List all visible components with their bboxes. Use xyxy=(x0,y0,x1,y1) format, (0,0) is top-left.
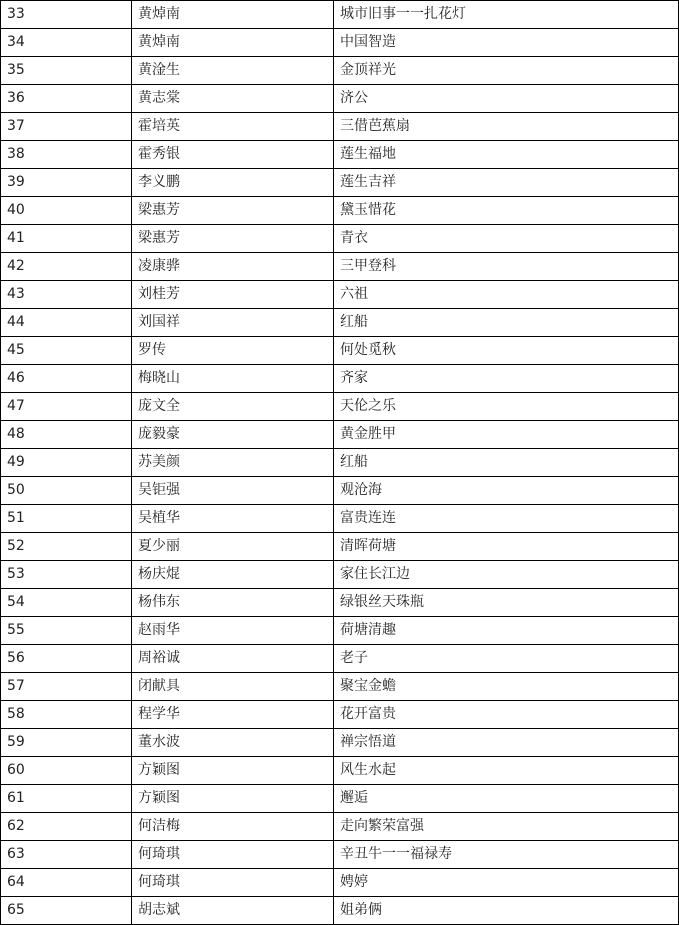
author-name-cell: 程学华 xyxy=(132,701,334,729)
author-name-cell: 何琦琪 xyxy=(132,841,334,869)
entry-number-cell: 38 xyxy=(1,141,132,169)
entry-number-cell: 65 xyxy=(1,897,132,925)
entry-number-cell: 63 xyxy=(1,841,132,869)
entry-number-cell: 46 xyxy=(1,365,132,393)
work-title-cell: 红船 xyxy=(334,449,679,477)
table-row xyxy=(1,589,679,617)
work-title-cell: 红船 xyxy=(334,309,679,337)
work-title-cell: 风生水起 xyxy=(334,757,679,785)
work-title-cell: 观沧海 xyxy=(334,477,679,505)
work-title-cell: 黛玉惜花 xyxy=(334,197,679,225)
table-row xyxy=(1,365,679,393)
entry-number-cell: 64 xyxy=(1,869,132,897)
work-title-cell: 花开富贵 xyxy=(334,701,679,729)
author-name-cell: 吴钜强 xyxy=(132,477,334,505)
author-name-cell: 黄焯南 xyxy=(132,29,334,57)
work-title-cell: 绿银丝天珠瓶 xyxy=(334,589,679,617)
work-title-cell: 娉婷 xyxy=(334,869,679,897)
entry-number-cell: 42 xyxy=(1,253,132,281)
entry-number-cell: 61 xyxy=(1,785,132,813)
table-row xyxy=(1,561,679,589)
table-row xyxy=(1,617,679,645)
author-name-cell: 周裕诚 xyxy=(132,645,334,673)
author-name-cell: 吴植华 xyxy=(132,505,334,533)
table-row xyxy=(1,169,679,197)
table-row xyxy=(1,813,679,841)
work-title-cell: 三甲登科 xyxy=(334,253,679,281)
author-name-cell: 杨庆焜 xyxy=(132,561,334,589)
entry-number-cell: 34 xyxy=(1,29,132,57)
work-title-cell: 富贵连连 xyxy=(334,505,679,533)
table-row xyxy=(1,533,679,561)
work-title-cell: 齐家 xyxy=(334,365,679,393)
work-title-cell: 青衣 xyxy=(334,225,679,253)
author-name-cell: 梅晓山 xyxy=(132,365,334,393)
table-row xyxy=(1,869,679,897)
entry-number-cell: 45 xyxy=(1,337,132,365)
entry-number-cell: 35 xyxy=(1,57,132,85)
entry-number-cell: 33 xyxy=(1,1,132,29)
work-title-cell: 何处觅秋 xyxy=(334,337,679,365)
table-row xyxy=(1,897,679,925)
entry-number-cell: 51 xyxy=(1,505,132,533)
table-row xyxy=(1,85,679,113)
entry-number-cell: 54 xyxy=(1,589,132,617)
entry-number-cell: 47 xyxy=(1,393,132,421)
work-title-cell: 清晖荷塘 xyxy=(334,533,679,561)
author-name-cell: 梁惠芳 xyxy=(132,225,334,253)
table-row xyxy=(1,197,679,225)
work-title-cell: 济公 xyxy=(334,85,679,113)
table-row xyxy=(1,841,679,869)
author-name-cell: 何洁梅 xyxy=(132,813,334,841)
author-name-cell: 黄淦生 xyxy=(132,57,334,85)
table-row xyxy=(1,729,679,757)
entry-number-cell: 48 xyxy=(1,421,132,449)
author-name-cell: 方颖图 xyxy=(132,785,334,813)
work-title-cell: 家住长江边 xyxy=(334,561,679,589)
table-row xyxy=(1,393,679,421)
table-row xyxy=(1,1,679,29)
work-title-cell: 金顶祥光 xyxy=(334,57,679,85)
table-row xyxy=(1,225,679,253)
table-row xyxy=(1,113,679,141)
table-row xyxy=(1,477,679,505)
entry-number-cell: 56 xyxy=(1,645,132,673)
entry-number-cell: 50 xyxy=(1,477,132,505)
work-title-cell: 荷塘清趣 xyxy=(334,617,679,645)
author-name-cell: 霍培英 xyxy=(132,113,334,141)
author-name-cell: 庞毅豪 xyxy=(132,421,334,449)
work-title-cell: 聚宝金蟾 xyxy=(334,673,679,701)
table-row xyxy=(1,505,679,533)
author-name-cell: 李义鹏 xyxy=(132,169,334,197)
table-row xyxy=(1,337,679,365)
table-row xyxy=(1,757,679,785)
entry-number-cell: 41 xyxy=(1,225,132,253)
work-title-cell: 黄金胜甲 xyxy=(334,421,679,449)
work-title-cell: 莲生吉祥 xyxy=(334,169,679,197)
entry-number-cell: 62 xyxy=(1,813,132,841)
author-name-cell: 黄志棠 xyxy=(132,85,334,113)
table-row xyxy=(1,645,679,673)
work-title-cell: 禅宗悟道 xyxy=(334,729,679,757)
entry-number-cell: 53 xyxy=(1,561,132,589)
author-name-cell: 黄焯南 xyxy=(132,1,334,29)
table-row xyxy=(1,701,679,729)
work-title-cell: 莲生福地 xyxy=(334,141,679,169)
author-name-cell: 何琦琪 xyxy=(132,869,334,897)
work-title-cell: 邂逅 xyxy=(334,785,679,813)
entry-number-cell: 58 xyxy=(1,701,132,729)
author-name-cell: 赵雨华 xyxy=(132,617,334,645)
work-title-cell: 城市旧事一一扎花灯 xyxy=(334,1,679,29)
table-row xyxy=(1,253,679,281)
entry-number-cell: 44 xyxy=(1,309,132,337)
entry-number-cell: 60 xyxy=(1,757,132,785)
author-name-cell: 刘桂芳 xyxy=(132,281,334,309)
author-name-cell: 刘国祥 xyxy=(132,309,334,337)
entries-table-body xyxy=(1,1,679,925)
author-name-cell: 苏美颜 xyxy=(132,449,334,477)
work-title-cell: 辛丑牛一一福禄寿 xyxy=(334,841,679,869)
work-title-cell: 六祖 xyxy=(334,281,679,309)
author-name-cell: 梁惠芳 xyxy=(132,197,334,225)
author-name-cell: 罗传 xyxy=(132,337,334,365)
table-row xyxy=(1,29,679,57)
table-row xyxy=(1,141,679,169)
entry-number-cell: 49 xyxy=(1,449,132,477)
entry-number-cell: 39 xyxy=(1,169,132,197)
entry-number-cell: 40 xyxy=(1,197,132,225)
entry-number-cell: 43 xyxy=(1,281,132,309)
table-row xyxy=(1,309,679,337)
author-name-cell: 凌康骅 xyxy=(132,253,334,281)
table-row xyxy=(1,449,679,477)
table-row xyxy=(1,421,679,449)
author-name-cell: 方颖图 xyxy=(132,757,334,785)
work-title-cell: 老子 xyxy=(334,645,679,673)
author-name-cell: 杨伟东 xyxy=(132,589,334,617)
work-title-cell: 走向繁荣富强 xyxy=(334,813,679,841)
author-name-cell: 胡志斌 xyxy=(132,897,334,925)
entry-number-cell: 36 xyxy=(1,85,132,113)
author-name-cell: 闭献具 xyxy=(132,673,334,701)
author-name-cell: 夏少丽 xyxy=(132,533,334,561)
author-name-cell: 霍秀银 xyxy=(132,141,334,169)
table-row xyxy=(1,673,679,701)
entry-number-cell: 37 xyxy=(1,113,132,141)
work-title-cell: 三借芭蕉扇 xyxy=(334,113,679,141)
work-title-cell: 天伦之乐 xyxy=(334,393,679,421)
entry-number-cell: 52 xyxy=(1,533,132,561)
author-name-cell: 庞文全 xyxy=(132,393,334,421)
table-row xyxy=(1,57,679,85)
work-title-cell: 中国智造 xyxy=(334,29,679,57)
table-row xyxy=(1,281,679,309)
author-name-cell: 董水波 xyxy=(132,729,334,757)
entry-number-cell: 55 xyxy=(1,617,132,645)
entry-number-cell: 59 xyxy=(1,729,132,757)
entry-number-cell: 57 xyxy=(1,673,132,701)
work-title-cell: 姐弟俩 xyxy=(334,897,679,925)
table-row xyxy=(1,785,679,813)
